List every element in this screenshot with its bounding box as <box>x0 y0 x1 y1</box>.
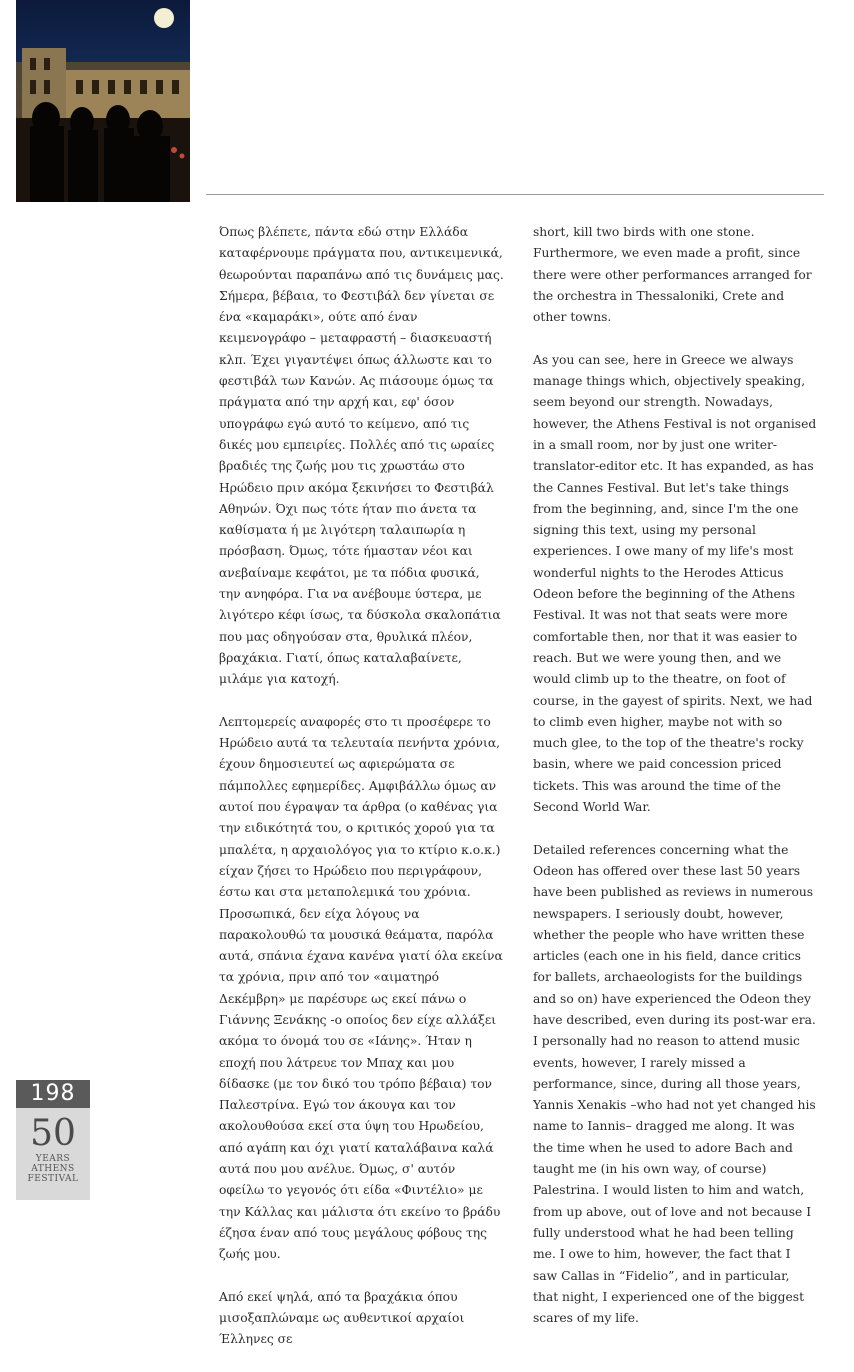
greek-paragraph-3: Από εκεί ψηλά, από τα βραχάκια όπου μισοξαπλώναμε ως αυθεντικοί αρχαίοι Έλληνες σε <box>219 1289 465 1347</box>
badge-line-festival: FESTIVAL <box>27 1174 79 1184</box>
badge-line-athens: ATHENS <box>31 1164 75 1174</box>
greek-paragraph-2: Λεπτομερείς αναφορές στο τι προσέφερε το Ηρώδειο αυτά τα τελευταία πενήντα χρόνια, έχουν δημοσιευτεί ως αφιερώματα σε πάμπολλες εφημερίδες. Αμφιβάλλω όμως αν αυτοί που έγραψαν τα άρθρα (ο καθένας για την ειδικότητά του, ο κριτικός χορού για τα μπαλέτα, η αρχαιολόγος για το κτίριο κ.ο.κ.) είχαν ζήσει το Ηρώδειο που περιγράφουν, έστω και στα μεταπολεμικά του χρόνια. Προσωπικά, δεν είχα λόγους να παρακολουθώ τα μουσικά θεάματα, παρόλα αυτά, σπάνια έχανα κανένα γιατί όλα εκείνα τα χρόνια, πριν από τον «αιματηρό Δεκέμβρη» με παρέσυρε ως εκεί πάνω ο Γιάννης Ξενάκης -ο οποίος δεν είχε αλλάξει ακόμα το όνομά του σε «Ιάνης». Ήταν η εποχή που λάτρευε τον Μπαχ και μου δίδασκε (με τον δικό του τρόπο βέβαια) τον Παλεστρίνα. Εγώ τον άκουγα και τον ακολουθούσα εκεί στα ύψη του Ηρωδείου, από αγάπη και όχι γιατί καταλάβαινα καλά αυτά που μου ανέλυε. Όμως, σ' αυτόν οφείλω το γεγονός ότι είδα «Φιντέλιο» με την Κάλλας και μάλιστα ότι εκείνο το βράδυ έζησα έναν από τους μεγάλους φόβους της ζωής μου. <box>219 714 503 1262</box>
festival-badge <box>16 1108 90 1200</box>
moon-icon <box>154 8 174 28</box>
horizontal-divider <box>206 194 824 195</box>
badge-line-years: YEARS <box>35 1154 71 1164</box>
english-paragraph-1: short, kill two birds with one stone. Furthermore, we even made a profit, since there were other performances arranged for the orchestra in Thessaloniki, Crete and other towns. <box>533 225 812 325</box>
english-text-column <box>533 222 818 1351</box>
page-number: 198 <box>16 1080 90 1108</box>
odeon-night-photo <box>16 0 190 202</box>
odeon-illustration <box>16 0 190 202</box>
badge-number: 50 <box>30 1113 76 1154</box>
greek-paragraph-1: Όπως βλέπετε, πάντα εδώ στην Ελλάδα καταφέρνουμε πράγματα που, αντικειμενικά, θεωρούνται παραπάνω από τις δυνάμεις μας. Σήμερα, βέβαια, το Φεστιβάλ δεν γίνεται σε ένα «καμαράκι», ούτε από έναν κειμενογράφο – μεταφραστή – διασκευαστή κλπ. Έχει γιγαντέψει όπως άλλωστε και το φεστιβάλ των Κανών. Ας πιάσουμε όμως τα πράγματα από την αρχή και, εφ' όσον υπογράφω εγώ αυτό το κείμενο, από τις δικές μου εμπειρίες. Πολλές από τις ωραίες βραδιές της ζωής μου τις χρωστάω στο Ηρώδειο πριν ακόμα ξεκινήσει το Φεστιβάλ Αθηνών. Όχι πως τότε ήταν πιο άνετα τα καθίσματα ή με λιγότερη ταλαιπωρία η πρόσβαση. Όμως, τότε ήμασταν νέοι και ανεβαίναμε κεφάτοι, με τα πόδια φυσικά, την ανηφόρα. Για να ανέβουμε ύστερα, με λιγότερο κέφι ίσως, τα δύσκολα σκαλοπάτια που μας οδηγούσαν στα, θρυλικά πλέον, βραχάκια. Γιατί, όπως καταλαβαίνετε, μιλάμε για κατοχή. <box>219 225 504 687</box>
english-paragraph-3: Detailed references concerning what the Odeon has offered over these last 50 years have been published as reviews in numerous newspapers. I seriously doubt, however, whether the people who have written these articles (each one in his field, dance critics for ballets, archaeologists for the buildings and so on) have experienced the Odeon they have described, even during its post-war era. I personally had no reason to attend music events, however, I rarely missed a performance, since, during all those years, Yannis Xenakis –who had not yet changed his name to Iannis– dragged me along. It was the time when he used to adore Bach and taught me (in his own way, of course) Palestrina. I would listen to him and watch, from up above, out of love and not because I fully understood what he had been telling me. I owe to him, however, the fact that I saw Callas in “Fidelio”, and in particular, that night, I experienced one of the biggest scares of my life. <box>533 842 816 1326</box>
english-paragraph-2: As you can see, here in Greece we always manage things which, objectively speaking, seem beyond our strength. Nowadays, however, the Athens Festival is not organised in a small room, nor by just one writer-translator-editor etc. It has expanded, as has the Cannes Festival. But let's take things from the beginning, and, since I'm the one signing this text, using my personal experiences. I owe many of my life's most wonderful nights to the Herodes Atticus Odeon before the beginning of the Athens Festival. It was not that seats were more comfortable then, nor that it was easier to reach. But we were young then, and we would climb up to the theatre, on foot of course, in the gayest of spirits. Next, we had to climb even higher, maybe not with so much glee, to the top of the theatre's rocky basin, where we paid concession priced tickets. This was around the time of the Second World War. <box>533 352 817 815</box>
